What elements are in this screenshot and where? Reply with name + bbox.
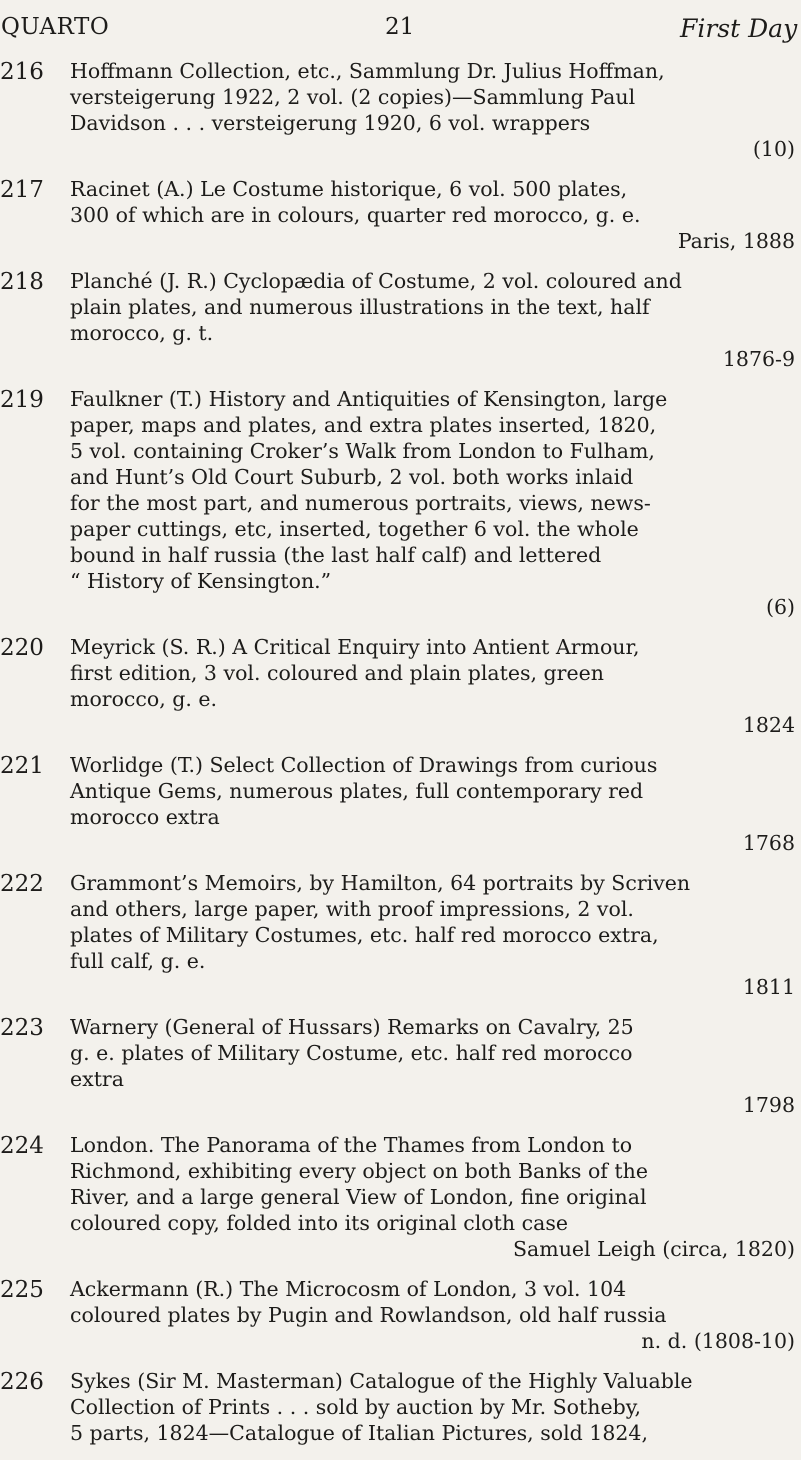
- lot-number: 218: [0, 269, 44, 295]
- description-line: 300 of which are in colours, quarter red morocco, g. e.: [70, 203, 641, 227]
- description-line: morocco extra: [70, 805, 220, 829]
- lot-number: 221: [0, 753, 44, 779]
- lot-description: [70, 386, 795, 620]
- header-day: First Day: [680, 14, 798, 43]
- lot-entry: [0, 386, 801, 620]
- lot-entry: [0, 268, 801, 372]
- description-line: full calf, g. e.: [70, 949, 206, 973]
- description-line: River, and a large general View of London, fine original: [70, 1185, 647, 1209]
- lot-number: 225: [0, 1277, 44, 1303]
- description-line: plates of Military Costumes, etc. half red morocco extra,: [70, 923, 659, 947]
- description-line: Worlidge (T.) Select Collection of Drawings from curious: [70, 753, 658, 777]
- lot-description: [70, 1368, 795, 1446]
- lot-date: (6): [765, 595, 795, 619]
- description-line: Planché (J. R.) Cyclopædia of Costume, 2 vol. coloured and: [70, 269, 682, 293]
- description-line: Sykes (Sir M. Masterman) Catalogue of the Highly Valuable: [70, 1369, 693, 1393]
- lot-description: [70, 58, 795, 162]
- lot-number: 224: [0, 1133, 44, 1159]
- description-line: g. e. plates of Military Costume, etc. half red morocco: [70, 1041, 633, 1065]
- description-line: versteigerung 1922, 2 vol. (2 copies)—Sammlung Paul: [70, 85, 636, 109]
- description-line: and Hunt’s Old Court Suburb, 2 vol. both works inlaid: [70, 465, 634, 489]
- description-line: Grammont’s Memoirs, by Hamilton, 64 portraits by Scriven: [70, 871, 691, 895]
- lot-description: [70, 1276, 795, 1354]
- lot-date: (10): [752, 137, 795, 161]
- description-line: extra: [70, 1067, 124, 1091]
- lot-description: [70, 1014, 795, 1118]
- lot-date: 1798: [742, 1093, 795, 1117]
- description-line: plain plates, and numerous illustrations in the text, half: [70, 295, 650, 319]
- lot-description: [70, 752, 795, 856]
- lot-date: Paris, 1888: [677, 229, 795, 253]
- lot-entry: [0, 1368, 801, 1446]
- lot-date: 1876-9: [722, 347, 795, 371]
- lot-entry: [0, 752, 801, 856]
- lot-description: [70, 176, 795, 254]
- description-line: Hoffmann Collection, etc., Sammlung Dr. Julius Hoffman,: [70, 59, 665, 83]
- description-line: coloured copy, folded into its original cloth case: [70, 1211, 568, 1235]
- description-line: coloured plates by Pugin and Rowlandson, old half russia: [70, 1303, 667, 1327]
- lot-number: 216: [0, 59, 44, 85]
- lot-entry: [0, 634, 801, 738]
- description-line: bound in half russia (the last half calf) and lettered: [70, 543, 602, 567]
- description-line: paper, maps and plates, and extra plates inserted, 1820,: [70, 413, 657, 437]
- lot-date: 1768: [742, 831, 795, 855]
- lot-description: [70, 268, 795, 372]
- description-line: Ackermann (R.) The Microcosm of London, 3 vol. 104: [70, 1277, 627, 1301]
- description-line: first edition, 3 vol. coloured and plain plates, green: [70, 661, 604, 685]
- description-line: Faulkner (T.) History and Antiquities of Kensington, large: [70, 387, 668, 411]
- header-format: QUARTO: [1, 14, 110, 40]
- page-header: [0, 14, 801, 50]
- lot-description: [70, 1132, 795, 1262]
- lot-date: Samuel Leigh (circa, 1820): [513, 1237, 795, 1261]
- lot-date: n. d. (1808-10): [641, 1329, 795, 1353]
- lot-entry: [0, 58, 801, 162]
- lot-number: 219: [0, 387, 44, 413]
- lot-date: 1824: [742, 713, 795, 737]
- description-line: Collection of Prints . . . sold by auction by Mr. Sotheby,: [70, 1395, 642, 1419]
- description-line: Meyrick (S. R.) A Critical Enquiry into Antient Armour,: [70, 635, 640, 659]
- description-line: and others, large paper, with proof impressions, 2 vol.: [70, 897, 634, 921]
- lot-entry: [0, 1276, 801, 1354]
- description-line: morocco, g. t.: [70, 321, 214, 345]
- lot-list: [0, 58, 801, 1460]
- description-line: “ History of Kensington.”: [70, 569, 332, 593]
- description-line: 5 vol. containing Croker’s Walk from London to Fulham,: [70, 439, 655, 463]
- description-line: Racinet (A.) Le Costume historique, 6 vol. 500 plates,: [70, 177, 628, 201]
- lot-date: 1811: [742, 975, 795, 999]
- lot-number: 226: [0, 1369, 44, 1395]
- lot-number: 223: [0, 1015, 44, 1041]
- description-line: Davidson . . . versteigerung 1920, 6 vol. wrappers: [70, 111, 591, 135]
- lot-number: 220: [0, 635, 44, 661]
- description-line: paper cuttings, etc, inserted, together 6 vol. the whole: [70, 517, 639, 541]
- lot-description: [70, 634, 795, 738]
- lot-entry: [0, 870, 801, 1000]
- lot-number: 217: [0, 177, 44, 203]
- description-line: 5 parts, 1824—Catalogue of Italian Pictures, sold 1824,: [70, 1421, 648, 1445]
- description-line: Richmond, exhibiting every object on both Banks of the: [70, 1159, 648, 1183]
- description-line: Antique Gems, numerous plates, full contemporary red: [70, 779, 644, 803]
- description-line: London. The Panorama of the Thames from London to: [70, 1133, 633, 1157]
- lot-number: 222: [0, 871, 44, 897]
- lot-entry: [0, 1132, 801, 1262]
- description-line: for the most part, and numerous portraits, views, news-: [70, 491, 651, 515]
- lot-entry: [0, 176, 801, 254]
- lot-entry: [0, 1014, 801, 1118]
- lot-description: [70, 870, 795, 1000]
- description-line: Warnery (General of Hussars) Remarks on Cavalry, 25: [70, 1015, 634, 1039]
- page-number: 21: [385, 14, 415, 40]
- description-line: morocco, g. e.: [70, 687, 218, 711]
